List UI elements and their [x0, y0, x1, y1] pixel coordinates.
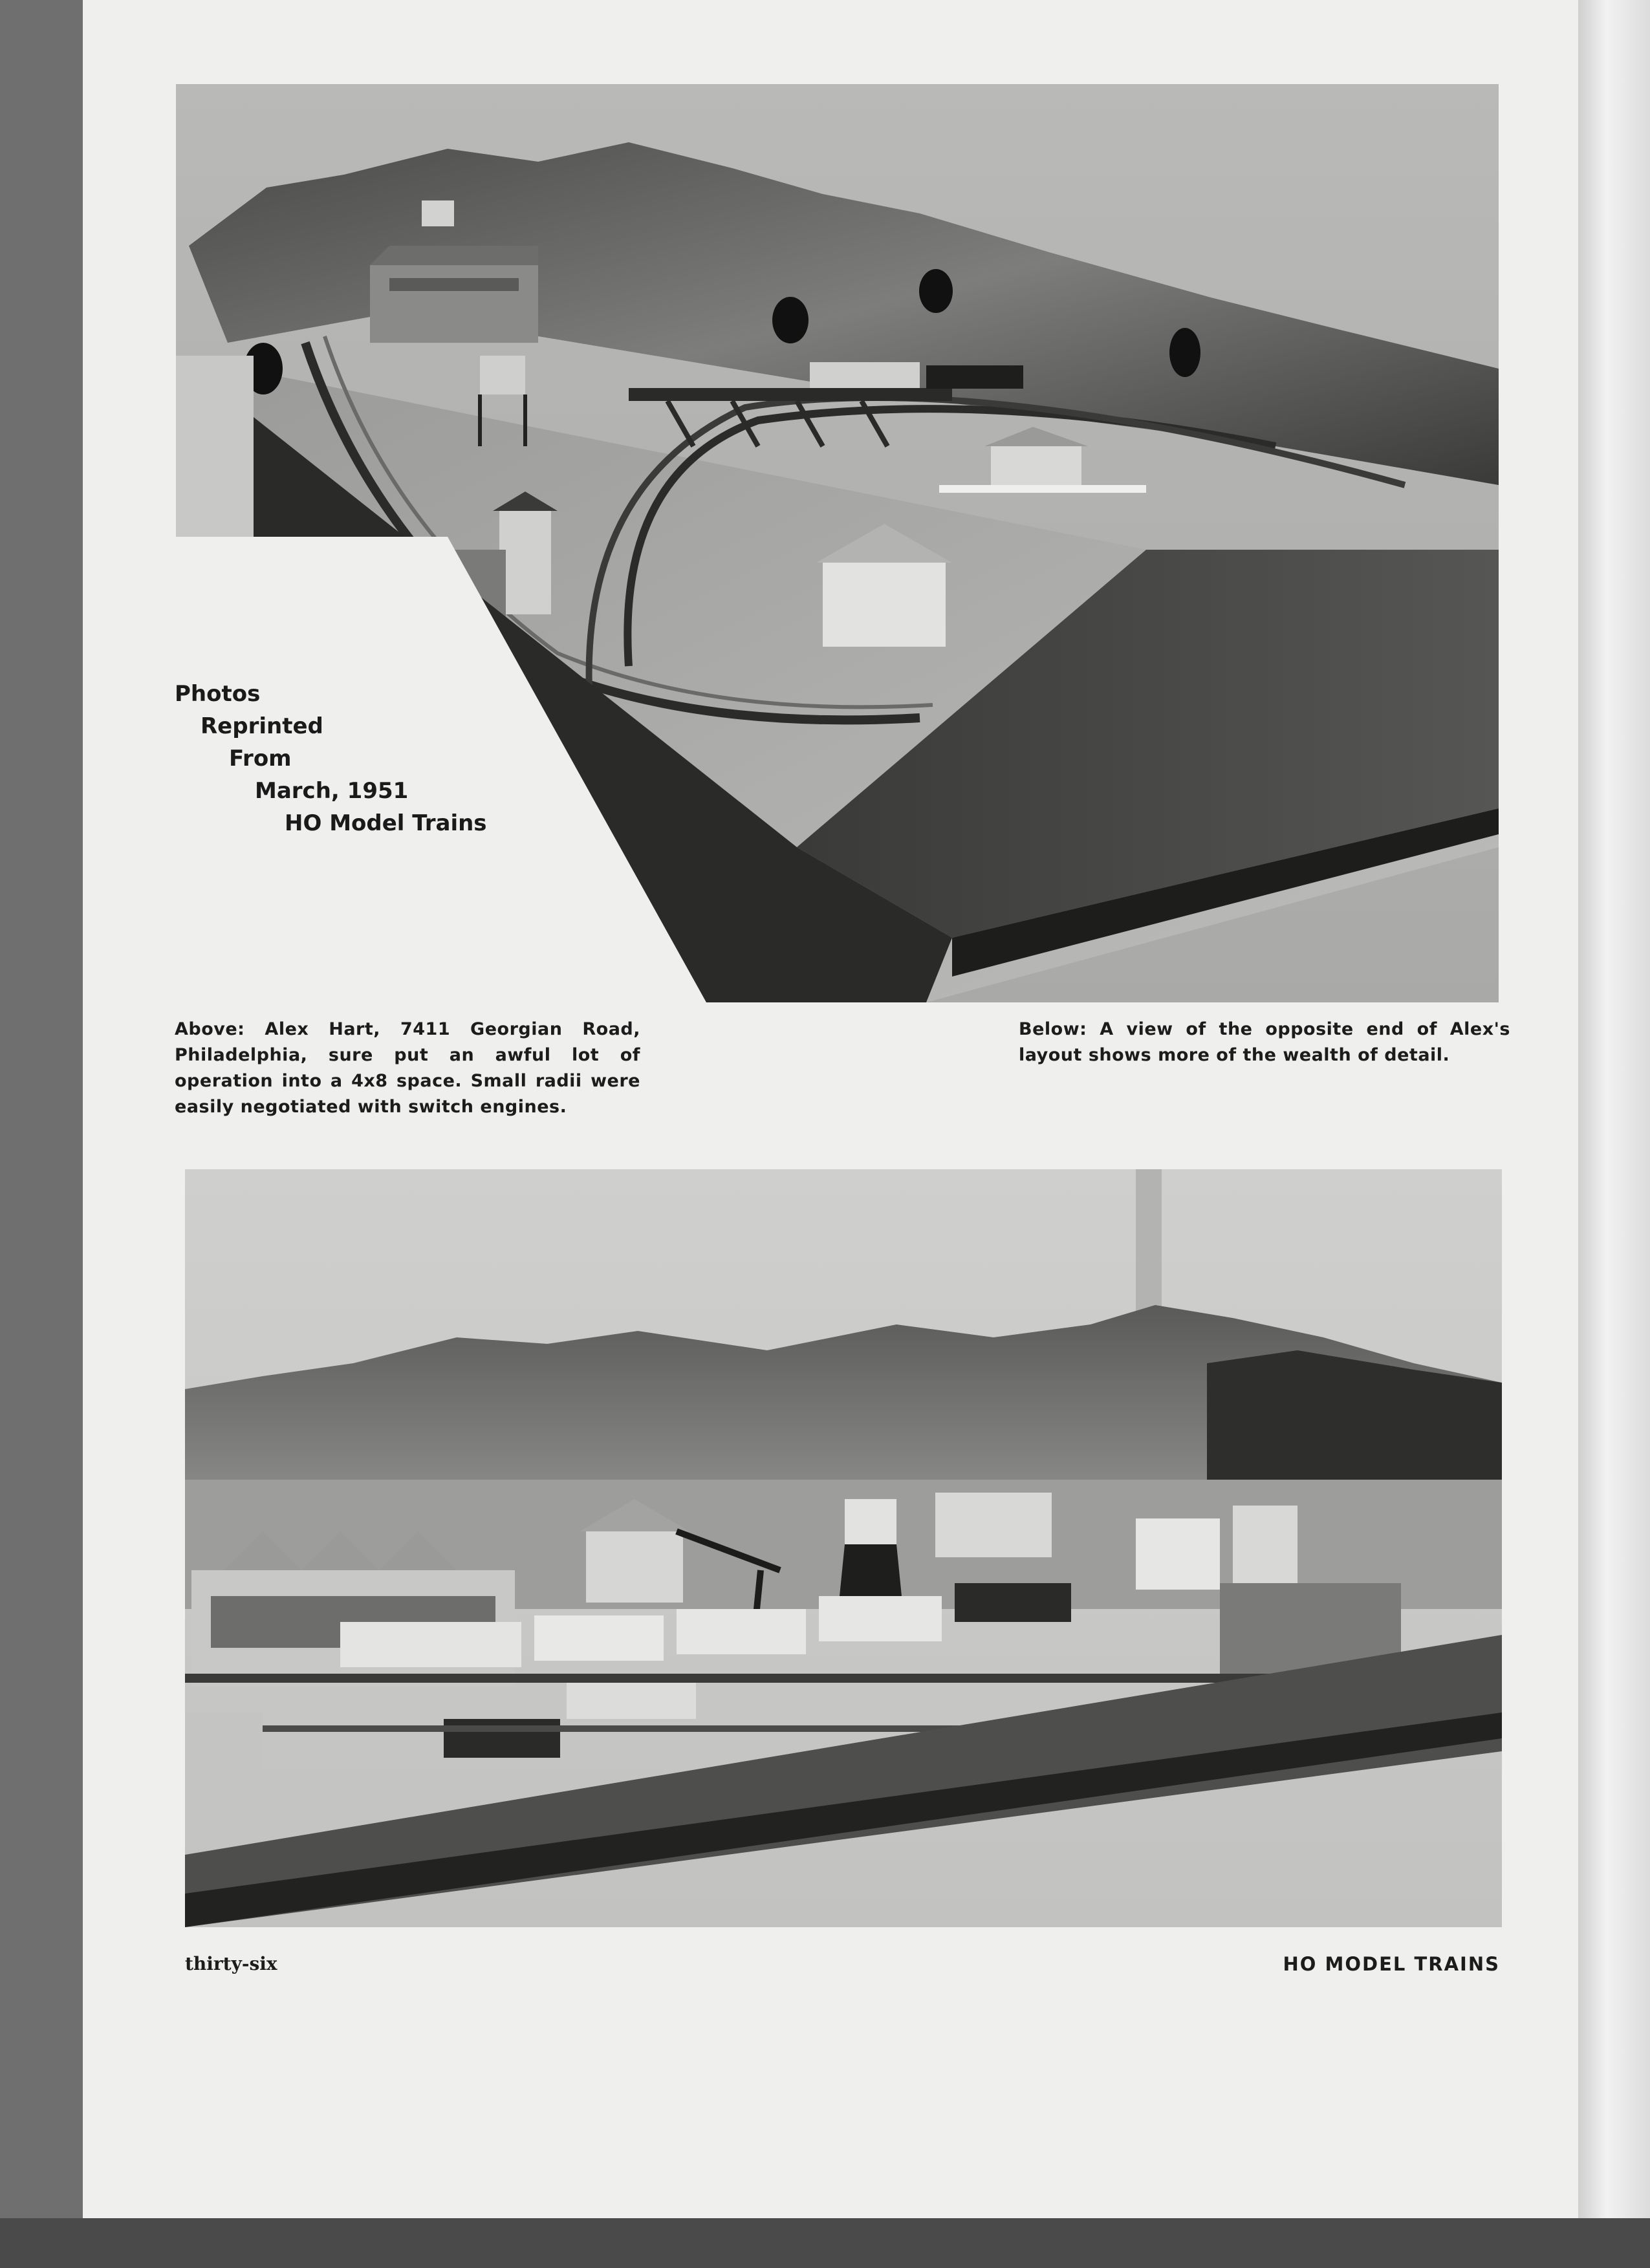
- reprint-line-5: HO Model Trains: [285, 810, 487, 836]
- layout-photo-bottom-illustration: [185, 1169, 1502, 1927]
- reprint-note: [175, 678, 487, 839]
- layout-photo-top: [176, 84, 1499, 1002]
- caption-below: Below: A view of the opposite end of Alex's layout shows more of the wealth of detail.: [1019, 1019, 1510, 1065]
- layout-photo-bottom: [185, 1169, 1502, 1927]
- page-number: thirty-six: [185, 1953, 277, 1974]
- scan-background: [0, 2218, 1650, 2268]
- caption-above: Above: Alex Hart, 7411 Georgian Road, Philadelphia, sure put an awful lot of operation into a 4x8 space. Small radii were easily negotiated with switch engines.: [175, 1019, 640, 1117]
- reprint-line-1: Photos: [175, 681, 261, 707]
- reprint-line-4: March, 1951: [255, 778, 409, 804]
- layout-photo-top-illustration: [176, 84, 1499, 1002]
- page-spine: [1578, 0, 1650, 2268]
- reprint-line-3: From: [229, 746, 292, 772]
- magazine-title: HO MODEL TRAINS: [1283, 1953, 1500, 1975]
- reprint-line-2: Reprinted: [201, 713, 323, 739]
